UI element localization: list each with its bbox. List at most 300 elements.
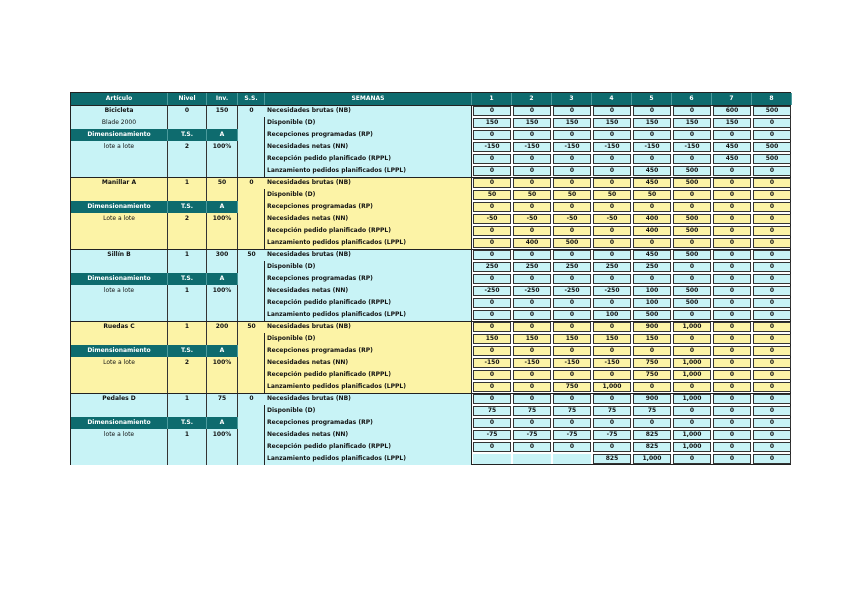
week-value: 0: [473, 418, 511, 428]
week-value: 0: [553, 298, 591, 308]
item-left-blank: [168, 369, 207, 393]
week-value: 0: [713, 250, 751, 260]
week-value: 0: [473, 322, 511, 332]
week-value: [473, 454, 511, 464]
week-value: 600: [713, 106, 751, 116]
week-value: 500: [753, 142, 791, 152]
week-value: 0: [593, 250, 631, 260]
week-value: 500: [753, 154, 791, 164]
header-week-3: 3: [552, 93, 592, 105]
week-value: 500: [673, 250, 711, 260]
week-value: 150: [553, 334, 591, 344]
week-value: 0: [633, 274, 671, 284]
item-ts: 2: [168, 213, 207, 225]
item-lot-method: Lote a lote: [71, 213, 168, 225]
item-ts: 1: [168, 285, 207, 297]
item-lot-method: Lote a lote: [71, 357, 168, 369]
item-a: 100%: [207, 429, 238, 441]
week-value: 100: [633, 298, 671, 308]
week-value: 0: [593, 370, 631, 380]
week-value: 1,000: [673, 442, 711, 452]
week-value: 450: [633, 250, 671, 260]
header-articulo: Artículo: [71, 93, 168, 105]
item-left-blank: [207, 441, 238, 465]
item-left-blank: [71, 369, 168, 393]
param-label: Lanzamiento pedidos planificados (LPPL): [265, 381, 472, 393]
week-value: 0: [673, 154, 711, 164]
week-value: -250: [593, 286, 631, 296]
item-nivel: 0: [168, 105, 207, 117]
item-left-blank: [207, 153, 238, 177]
week-value: 0: [553, 106, 591, 116]
week-value: 825: [593, 454, 631, 464]
week-value: 50: [473, 190, 511, 200]
param-label: Necesidades netas (NN): [265, 357, 472, 369]
week-value: 250: [513, 262, 551, 272]
item-inv: 200: [207, 321, 238, 333]
item-left-blank: [207, 369, 238, 393]
item-inv: 300: [207, 249, 238, 261]
week-value: -150: [513, 142, 551, 152]
week-value: 500: [673, 226, 711, 236]
param-label: Disponible (D): [265, 405, 472, 417]
week-value: 75: [633, 406, 671, 416]
item-lot-method: lote a lote: [71, 285, 168, 297]
week-value: 0: [553, 442, 591, 452]
item-name: Ruedas C: [71, 321, 168, 333]
week-value: 450: [713, 142, 751, 152]
week-value: 0: [673, 418, 711, 428]
week-value: -75: [593, 430, 631, 440]
week-value: 0: [553, 370, 591, 380]
week-value: 0: [673, 274, 711, 284]
week-value: 500: [673, 178, 711, 188]
param-label: Disponible (D): [265, 333, 472, 345]
week-value: 400: [633, 226, 671, 236]
week-value: 0: [713, 418, 751, 428]
week-value: 0: [593, 178, 631, 188]
item-left-blank: [207, 225, 238, 249]
block-divider: [71, 393, 790, 394]
week-value: 0: [593, 238, 631, 248]
item-inv: 75: [207, 393, 238, 405]
param-label: Necesidades netas (NN): [265, 285, 472, 297]
week-value: 0: [713, 190, 751, 200]
item-left-blank: [71, 297, 168, 321]
week-value: 0: [593, 226, 631, 236]
item-inv-blank: [207, 405, 238, 417]
week-value: 150: [553, 118, 591, 128]
week-value: 0: [553, 418, 591, 428]
param-label: Recepciones programadas (RP): [265, 273, 472, 285]
week-value: 0: [473, 394, 511, 404]
week-value: 0: [553, 226, 591, 236]
week-value: 0: [553, 322, 591, 332]
week-value: 0: [553, 250, 591, 260]
item-inv: 150: [207, 105, 238, 117]
week-value: 0: [713, 238, 751, 248]
item-inv-blank: [207, 189, 238, 201]
param-label: Recepción pedido planificado (RPPL): [265, 369, 472, 381]
item-name: Sillín B: [71, 249, 168, 261]
week-value: 450: [633, 166, 671, 176]
week-value: 900: [633, 322, 671, 332]
week-value: 0: [753, 298, 791, 308]
block-divider: [71, 105, 790, 106]
item-subname-empty: [71, 333, 168, 345]
week-value: 0: [513, 442, 551, 452]
week-value: 500: [753, 106, 791, 116]
dim-header-a: A: [207, 273, 238, 285]
week-value: -150: [473, 142, 511, 152]
item-name: Pedales D: [71, 393, 168, 405]
week-value: -75: [553, 430, 591, 440]
week-value: 50: [553, 190, 591, 200]
week-value: 0: [473, 442, 511, 452]
week-value: 0: [673, 106, 711, 116]
week-value: 0: [673, 130, 711, 140]
week-value: 0: [753, 274, 791, 284]
dim-header-dimensionamiento: Dimensionamiento: [71, 345, 168, 357]
week-value: 0: [713, 286, 751, 296]
week-value: 0: [673, 346, 711, 356]
dim-header-ts: T.S.: [168, 417, 207, 429]
week-value: 0: [473, 154, 511, 164]
week-value: 0: [673, 310, 711, 320]
header-ss: S.S.: [238, 93, 265, 105]
block-divider: [71, 249, 790, 250]
block-divider: [71, 321, 790, 322]
week-value: 400: [513, 238, 551, 248]
week-value: 0: [633, 382, 671, 392]
week-value: 0: [513, 226, 551, 236]
week-value: 0: [713, 178, 751, 188]
week-value: 0: [633, 106, 671, 116]
week-value: 75: [593, 406, 631, 416]
item-ss: 0: [238, 393, 265, 405]
item-nivel: 1: [168, 321, 207, 333]
week-value: 750: [553, 382, 591, 392]
week-value: 500: [673, 298, 711, 308]
week-value: -150: [553, 142, 591, 152]
week-value: 0: [593, 106, 631, 116]
week-value: 150: [633, 334, 671, 344]
week-value: 0: [473, 178, 511, 188]
param-label: Recepción pedido planificado (RPPL): [265, 297, 472, 309]
item-ss: 0: [238, 177, 265, 189]
week-value: 900: [633, 394, 671, 404]
param-label: Necesidades netas (NN): [265, 429, 472, 441]
week-value: 0: [713, 262, 751, 272]
week-value: 0: [713, 358, 751, 368]
dim-header-dimensionamiento: Dimensionamiento: [71, 201, 168, 213]
week-value: 0: [673, 202, 711, 212]
week-value: 150: [593, 334, 631, 344]
week-value: 0: [473, 202, 511, 212]
item-lot-method: lote a lote: [71, 429, 168, 441]
week-value: 500: [673, 214, 711, 224]
week-value: 0: [753, 310, 791, 320]
week-value: 0: [753, 262, 791, 272]
item-ts: 2: [168, 357, 207, 369]
item-inv-blank: [207, 117, 238, 129]
week-value: -250: [513, 286, 551, 296]
week-value: 0: [473, 346, 511, 356]
header-week-4: 4: [592, 93, 632, 105]
week-value: 0: [713, 310, 751, 320]
week-value: 0: [753, 382, 791, 392]
param-label: Recepciones programadas (RP): [265, 345, 472, 357]
week-value: 0: [473, 106, 511, 116]
week-value: 0: [713, 394, 751, 404]
param-label: Necesidades brutas (NB): [265, 393, 472, 405]
item-nivel-blank: [168, 405, 207, 417]
week-value: 0: [553, 130, 591, 140]
param-label: Recepción pedido planificado (RPPL): [265, 225, 472, 237]
week-value: -250: [473, 286, 511, 296]
param-label: Recepción pedido planificado (RPPL): [265, 153, 472, 165]
week-value: 0: [633, 418, 671, 428]
week-value: 0: [753, 130, 791, 140]
week-value: 0: [513, 310, 551, 320]
week-value: 0: [593, 346, 631, 356]
week-value: 0: [473, 130, 511, 140]
param-label: Lanzamiento pedidos planificados (LPPL): [265, 165, 472, 177]
week-value: 0: [473, 310, 511, 320]
week-value: 0: [473, 370, 511, 380]
header-inv: Inv.: [207, 93, 238, 105]
week-value: 0: [593, 202, 631, 212]
param-label: Lanzamiento pedidos planificados (LPPL): [265, 237, 472, 249]
week-value: -75: [473, 430, 511, 440]
week-value: 0: [513, 298, 551, 308]
week-value: 0: [513, 382, 551, 392]
item-inv: 50: [207, 177, 238, 189]
item-a: 100%: [207, 285, 238, 297]
week-value: 50: [593, 190, 631, 200]
week-value: 1,000: [673, 370, 711, 380]
param-label: Necesidades brutas (NB): [265, 105, 472, 117]
week-value: 0: [513, 106, 551, 116]
week-value: 0: [673, 406, 711, 416]
week-value: 0: [713, 382, 751, 392]
item-inv-blank: [207, 261, 238, 273]
week-value: 0: [713, 346, 751, 356]
dim-header-a: A: [207, 129, 238, 141]
week-value: 1,000: [673, 322, 711, 332]
item-nivel-blank: [168, 189, 207, 201]
week-value: 0: [633, 346, 671, 356]
week-value: 0: [473, 166, 511, 176]
week-value: 0: [553, 346, 591, 356]
week-value: 1,000: [673, 394, 711, 404]
week-value: 1,000: [673, 358, 711, 368]
dim-header-a: A: [207, 417, 238, 429]
week-value: 150: [673, 118, 711, 128]
item-a: 100%: [207, 213, 238, 225]
week-value: [513, 454, 551, 464]
param-label: Disponible (D): [265, 117, 472, 129]
week-value: 50: [513, 190, 551, 200]
item-ts: 1: [168, 429, 207, 441]
week-value: 0: [753, 418, 791, 428]
param-label: Disponible (D): [265, 189, 472, 201]
param-label: Recepciones programadas (RP): [265, 201, 472, 213]
item-nivel-blank: [168, 117, 207, 129]
week-value: -50: [513, 214, 551, 224]
dim-header-ts: T.S.: [168, 273, 207, 285]
item-a: 100%: [207, 357, 238, 369]
mrp-sheet: [70, 92, 791, 465]
dim-header-a: A: [207, 345, 238, 357]
week-value: 0: [753, 394, 791, 404]
week-value: 0: [713, 406, 751, 416]
item-inv-blank: [207, 333, 238, 345]
param-label: Necesidades netas (NN): [265, 141, 472, 153]
week-value: 0: [713, 430, 751, 440]
week-value: 0: [553, 274, 591, 284]
week-value: 0: [593, 418, 631, 428]
week-value: 0: [673, 334, 711, 344]
week-value: 0: [673, 262, 711, 272]
param-label: Necesidades netas (NN): [265, 213, 472, 225]
week-value: 0: [553, 178, 591, 188]
param-label: Necesidades brutas (NB): [265, 249, 472, 261]
week-value: 0: [473, 298, 511, 308]
week-value: 75: [473, 406, 511, 416]
week-value: 0: [633, 130, 671, 140]
week-value: 0: [513, 250, 551, 260]
item-subname-empty: [71, 405, 168, 417]
param-label: Disponible (D): [265, 261, 472, 273]
week-value: 50: [633, 190, 671, 200]
week-value: 0: [753, 358, 791, 368]
week-value: 0: [473, 250, 511, 260]
item-a: 100%: [207, 141, 238, 153]
item-ss: 50: [238, 321, 265, 333]
week-value: 450: [633, 178, 671, 188]
week-value: 0: [753, 286, 791, 296]
week-value: 75: [513, 406, 551, 416]
week-value: -50: [593, 214, 631, 224]
week-value: -150: [513, 358, 551, 368]
week-value: 0: [713, 454, 751, 464]
dim-header-dimensionamiento: Dimensionamiento: [71, 129, 168, 141]
week-value: 0: [713, 130, 751, 140]
week-value: 0: [633, 154, 671, 164]
week-value: 825: [633, 430, 671, 440]
week-value: 825: [633, 442, 671, 452]
dim-header-a: A: [207, 201, 238, 213]
week-value: 500: [673, 166, 711, 176]
param-label: Recepciones programadas (RP): [265, 129, 472, 141]
week-value: 0: [513, 418, 551, 428]
week-value: 0: [593, 166, 631, 176]
week-value: [553, 454, 591, 464]
week-value: 0: [473, 238, 511, 248]
week-value: 0: [713, 334, 751, 344]
item-ss: 0: [238, 105, 265, 117]
week-value: 150: [633, 118, 671, 128]
week-value: 0: [633, 202, 671, 212]
week-value: 500: [553, 238, 591, 248]
item-name: Bicicleta: [71, 105, 168, 117]
week-value: 250: [553, 262, 591, 272]
week-value: 0: [473, 382, 511, 392]
week-value: 0: [553, 202, 591, 212]
week-value: 0: [753, 226, 791, 236]
item-nivel: 1: [168, 177, 207, 189]
week-value: 1,000: [633, 454, 671, 464]
week-value: 250: [593, 262, 631, 272]
header-week-7: 7: [712, 93, 752, 105]
week-value: 150: [473, 334, 511, 344]
week-value: -50: [553, 214, 591, 224]
item-left-blank: [168, 297, 207, 321]
week-value: -150: [553, 358, 591, 368]
week-value: -50: [473, 214, 511, 224]
item-left-blank: [207, 297, 238, 321]
week-value: -75: [513, 430, 551, 440]
week-value: 0: [593, 322, 631, 332]
week-value: 0: [673, 238, 711, 248]
param-label: Lanzamiento pedidos planificados (LPPL): [265, 309, 472, 321]
dim-header-ts: T.S.: [168, 129, 207, 141]
week-value: -150: [473, 358, 511, 368]
week-value: 1,000: [673, 430, 711, 440]
week-value: 750: [633, 358, 671, 368]
week-value: 0: [753, 190, 791, 200]
week-value: 0: [713, 298, 751, 308]
week-value: 0: [673, 454, 711, 464]
item-left-blank: [71, 153, 168, 177]
dim-header-dimensionamiento: Dimensionamiento: [71, 273, 168, 285]
week-value: 100: [633, 286, 671, 296]
item-subname: Blade 2000: [71, 117, 168, 129]
week-value: 0: [593, 154, 631, 164]
week-value: 0: [753, 250, 791, 260]
item-lot-method: lote a lote: [71, 141, 168, 153]
week-value: 0: [753, 454, 791, 464]
week-value: 75: [553, 406, 591, 416]
item-left-blank: [168, 225, 207, 249]
dim-header-ts: T.S.: [168, 201, 207, 213]
week-value: 400: [633, 214, 671, 224]
item-left-blank: [71, 225, 168, 249]
week-value: 0: [513, 154, 551, 164]
week-value: 0: [753, 166, 791, 176]
week-value: 150: [593, 118, 631, 128]
param-label: Necesidades brutas (NB): [265, 177, 472, 189]
week-value: 0: [513, 130, 551, 140]
week-value: 0: [513, 274, 551, 284]
week-value: 0: [713, 370, 751, 380]
week-value: 0: [713, 214, 751, 224]
week-value: 0: [753, 442, 791, 452]
week-value: 0: [593, 130, 631, 140]
week-value: 0: [513, 166, 551, 176]
week-value: -250: [553, 286, 591, 296]
week-value: -150: [593, 142, 631, 152]
week-value: 0: [713, 202, 751, 212]
week-value: 0: [713, 322, 751, 332]
week-value: 150: [713, 118, 751, 128]
item-nivel: 1: [168, 393, 207, 405]
param-label: Necesidades brutas (NB): [265, 321, 472, 333]
week-value: 0: [593, 274, 631, 284]
week-value: 0: [753, 202, 791, 212]
week-value: 0: [753, 334, 791, 344]
